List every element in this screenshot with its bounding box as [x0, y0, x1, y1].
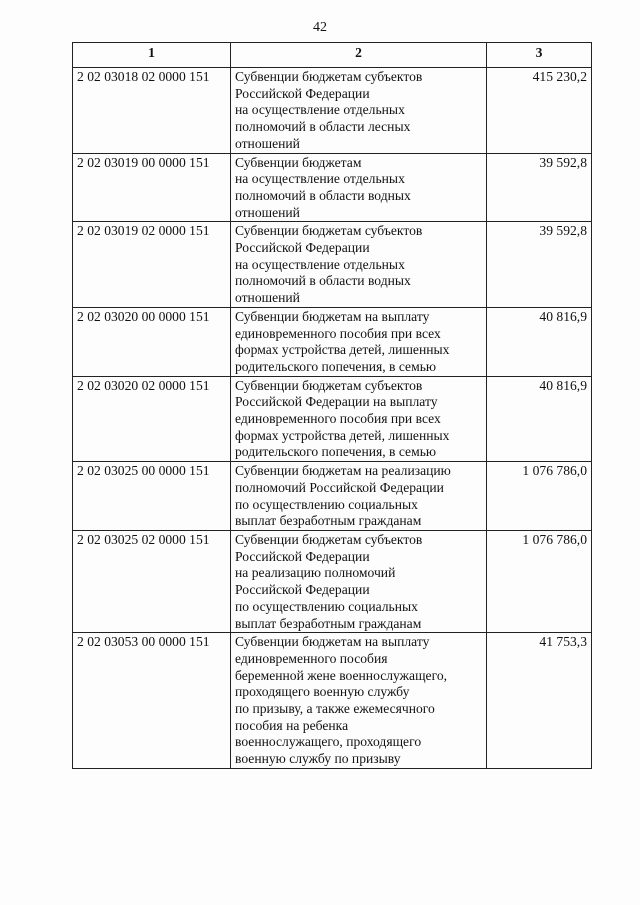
description-cell — [231, 222, 487, 308]
description-line: Субвенции бюджетам на реализацию — [235, 463, 451, 479]
description-line: Субвенции бюджетам на выплату — [235, 634, 430, 650]
description-line: на осуществление отдельных — [235, 102, 405, 118]
amount-cell: 39 592,8 — [487, 153, 592, 222]
description-line: формах устройства детей, лишенных — [235, 342, 450, 358]
amount-cell: 40 816,9 — [487, 307, 592, 376]
description-line: Российской Федерации — [235, 240, 370, 256]
description-line: единовременного пособия — [235, 650, 388, 666]
description-cell — [231, 633, 487, 769]
amount-cell: 41 753,3 — [487, 633, 592, 769]
description-cell — [231, 153, 487, 222]
budget-code-cell: 2 02 03020 02 0000 151 — [73, 376, 231, 462]
budget-code-cell: 2 02 03018 02 0000 151 — [73, 68, 231, 154]
budget-code-cell: 2 02 03025 02 0000 151 — [73, 530, 231, 632]
description-line: проходящего военную службу — [235, 684, 410, 700]
description-line: полномочий в области водных — [235, 187, 411, 203]
budget-code-cell: 2 02 03019 02 0000 151 — [73, 222, 231, 308]
amount-cell: 40 816,9 — [487, 376, 592, 462]
table-row — [73, 153, 592, 222]
description-line: на осуществление отдельных — [235, 256, 405, 272]
description-line: единовременного пособия при всех — [235, 411, 441, 427]
table-row — [73, 68, 592, 154]
budget-code-cell: 2 02 03025 00 0000 151 — [73, 462, 231, 531]
description-line: Субвенции бюджетам субъектов — [235, 223, 423, 239]
description-line: беременной жене военнослужащего, — [235, 667, 448, 683]
description-line: Российской Федерации — [235, 582, 370, 598]
column-header-code: 1 — [73, 43, 231, 68]
description-line: родительского попечения, в семью — [235, 444, 437, 460]
description-cell — [231, 68, 487, 154]
amount-cell: 1 076 786,0 — [487, 462, 592, 531]
description-line: военную службу по призыву — [235, 751, 401, 767]
description-line: по призыву, а также ежемесячного — [235, 701, 435, 717]
description-line: полномочий в области лесных — [235, 119, 411, 135]
description-line: по осуществлению социальных — [235, 598, 418, 614]
budget-code-cell: 2 02 03019 00 0000 151 — [73, 153, 231, 222]
description-line: Российской Федерации на выплату — [235, 394, 438, 410]
amount-cell: 1 076 786,0 — [487, 530, 592, 632]
description-line: Субвенции бюджетам — [235, 154, 362, 170]
amount-cell: 39 592,8 — [487, 222, 592, 308]
description-line: пособия на ребенка — [235, 717, 349, 733]
table-row — [73, 376, 592, 462]
table-row — [73, 222, 592, 308]
description-line: Российской Федерации — [235, 548, 370, 564]
budget-code-cell: 2 02 03020 00 0000 151 — [73, 307, 231, 376]
description-line: Субвенции бюджетам субъектов — [235, 377, 423, 393]
description-line: военнослужащего, проходящего — [235, 734, 422, 750]
description-line: Субвенции бюджетам на выплату — [235, 308, 430, 324]
description-line: формах устройства детей, лишенных — [235, 427, 450, 443]
description-line: выплат безработным гражданам — [235, 615, 422, 631]
page-number: 42 — [313, 20, 327, 35]
table-row — [73, 462, 592, 531]
column-header-amount: 3 — [487, 43, 592, 68]
description-line: отношений — [235, 135, 300, 151]
description-line: Субвенции бюджетам субъектов — [235, 69, 423, 84]
description-line: выплат безработным гражданам — [235, 513, 422, 529]
column-header-name: 2 — [231, 43, 487, 68]
budget-code-cell: 2 02 03053 00 0000 151 — [73, 633, 231, 769]
budget-table — [72, 42, 592, 769]
table-body — [73, 68, 592, 769]
description-line: полномочий Российской Федерации — [235, 479, 444, 495]
table-header-row — [73, 43, 592, 68]
description-cell — [231, 530, 487, 632]
description-line: на реализацию полномочий — [235, 565, 396, 581]
description-line: полномочий в области водных — [235, 273, 411, 289]
description-cell — [231, 376, 487, 462]
description-line: Субвенции бюджетам субъектов — [235, 531, 423, 547]
description-line: отношений — [235, 204, 300, 220]
description-line: Российской Федерации — [235, 85, 370, 101]
table-row — [73, 633, 592, 769]
description-line: родительского попечения, в семью — [235, 358, 437, 374]
description-cell — [231, 462, 487, 531]
table-row — [73, 530, 592, 632]
amount-cell: 415 230,2 — [487, 68, 592, 154]
description-line: по осуществлению социальных — [235, 496, 418, 512]
table-row — [73, 307, 592, 376]
description-line: на осуществление отдельных — [235, 171, 405, 187]
description-line: единовременного пособия при всех — [235, 325, 441, 341]
description-cell — [231, 307, 487, 376]
description-line: отношений — [235, 290, 300, 306]
